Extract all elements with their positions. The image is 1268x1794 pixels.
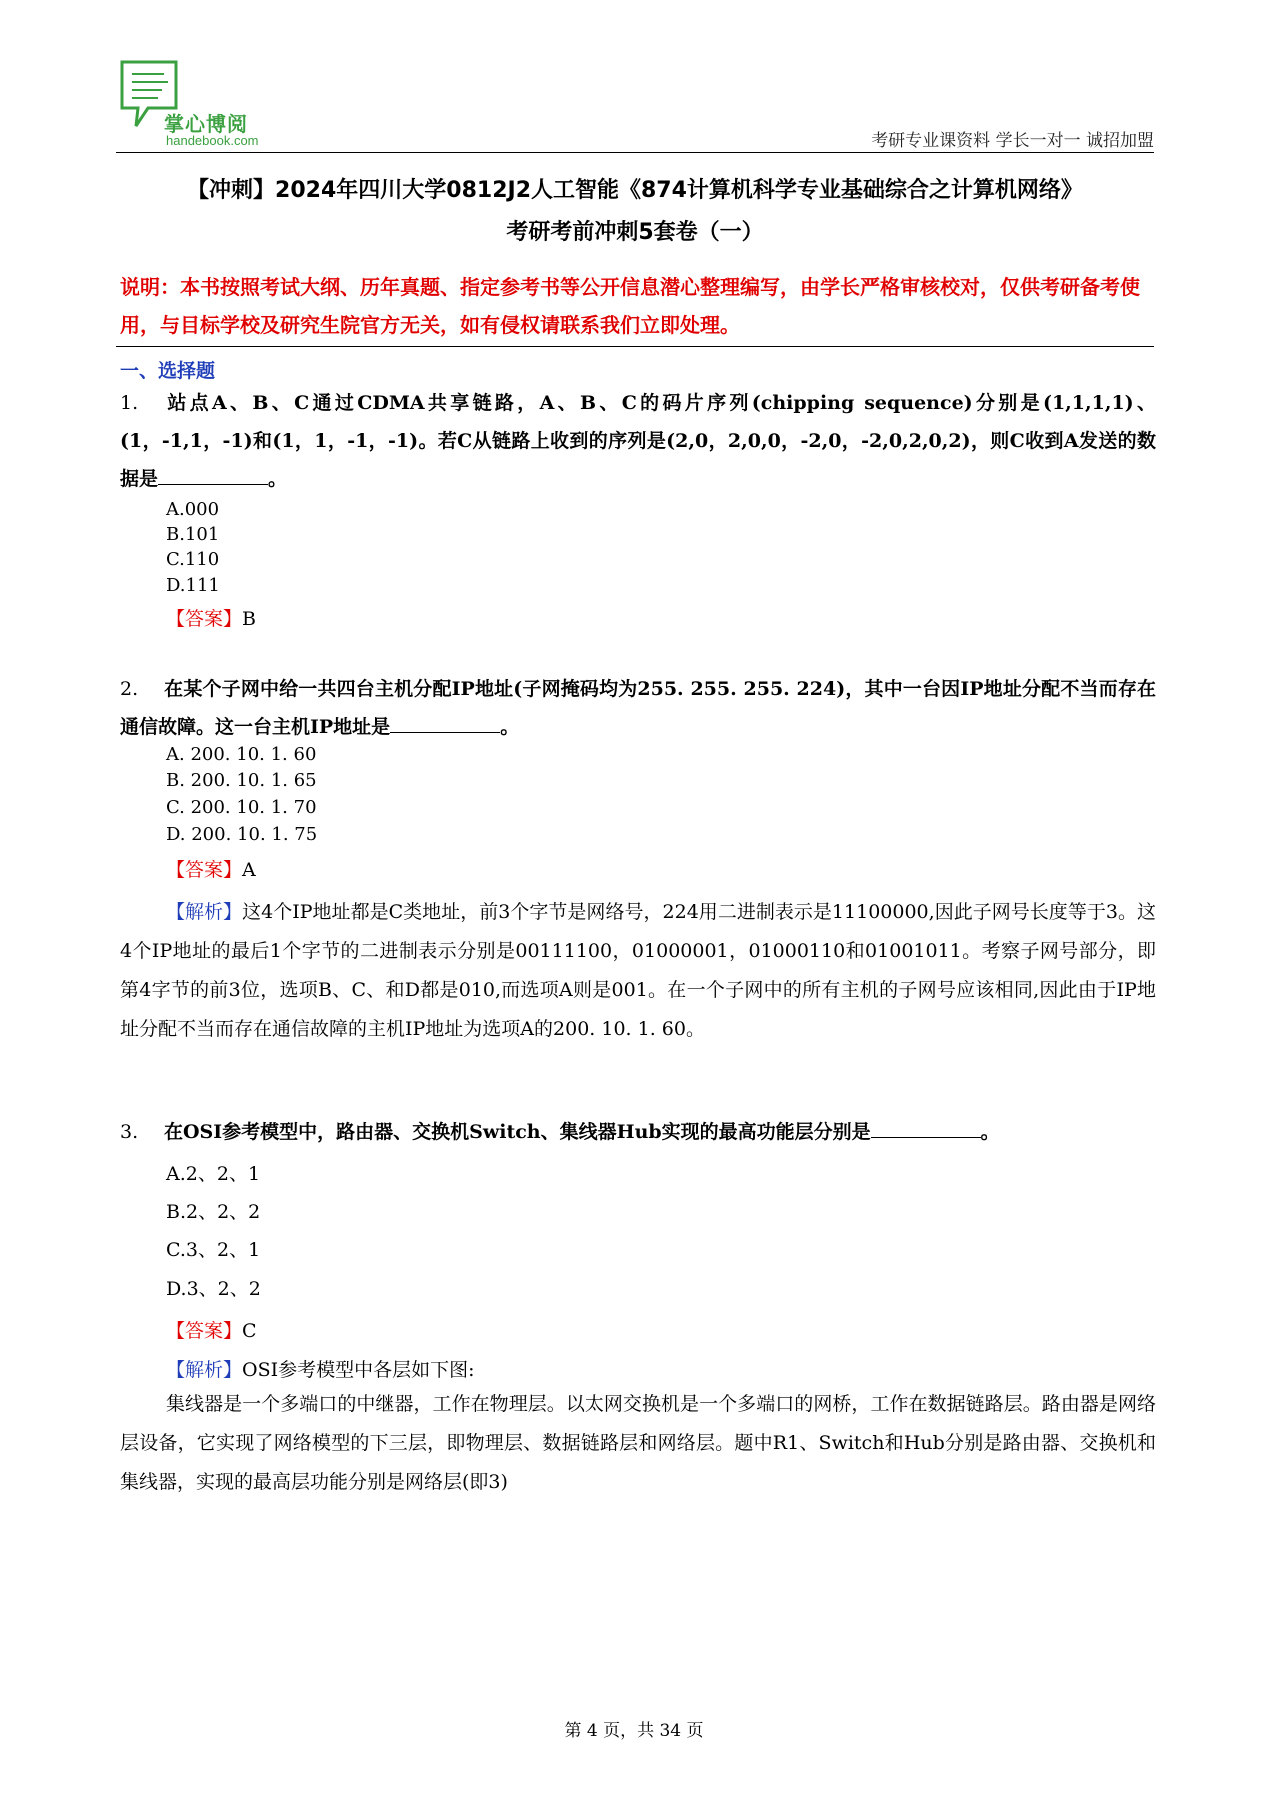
option-d: D. 200. 10. 1. 75 — [166, 824, 318, 845]
header-tagline: 考研专业课资料 学长一对一 诚招加盟 — [871, 131, 1154, 151]
logo-name: 掌心博阅 — [164, 112, 248, 136]
answer-value: A — [242, 859, 256, 881]
answer-value: B — [242, 608, 256, 630]
question-text: 在OSI参考模型中，路由器、交换机Switch、集线器Hub实现的最高功能层分别是 — [164, 1121, 871, 1143]
option-a: A.000 — [166, 499, 220, 520]
question-3 — [120, 1113, 1156, 1151]
question-number: 1. — [120, 392, 139, 414]
question-number: 3. — [120, 1121, 139, 1143]
question-end: 。 — [980, 1121, 1000, 1143]
section-heading: 一、选择题 — [120, 360, 216, 382]
answer-blank — [390, 714, 500, 733]
answer-tag: 【答案】 — [166, 608, 243, 630]
page-footer: 第 4 页，共 34 页 — [564, 1721, 704, 1741]
disclaimer-notice: 说明：本书按照考试大纲、历年真题、指定参考书等公开信息潜心整理编写，由学长严格审核校对，仅供考研备考使用，与目标学校及研究生院官方无关，如有侵权请联系我们立即处理。 — [120, 275, 1140, 337]
explanation-tag: 【解析】 — [166, 901, 243, 923]
question-text: 在某个子网中给一共四台主机分配IP地址(子网掩码均为255. 255. 255. 224)，其中一台因IP地址分配不当而存在通信故障。这一台主机IP地址是 — [120, 678, 1156, 738]
doc-title-line1: 【冲刺】2024年四川大学0812J2人工智能《874计算机科学专业基础综合之计算机网络》 — [187, 178, 1083, 203]
option-d: D.111 — [166, 575, 220, 596]
question-end: 。 — [268, 468, 288, 490]
answer-tag: 【答案】 — [166, 1320, 243, 1342]
handebook-logo — [118, 58, 268, 148]
question-number: 2. — [120, 678, 139, 700]
explanation-text: 这4个IP地址都是C类地址，前3个字节是网络号，224用二进制表示是11100000,因此子网号长度等于3。这4个IP地址的最后1个字节的二进制表示分别是00111100，01000001，01000110和01001011。考察子网号部分，即第4字节的前3位，选项B、C、和D都是010,而选项A则是001。在一个子网中的所有主机的子网号应该相同,因此由于IP地址分配不当而存在通信故障的主机IP地址为选项A的200. 10. 1. 60。 — [120, 901, 1156, 1040]
explanation-2 — [120, 893, 1156, 1049]
option-c: C.3、2、1 — [166, 1239, 261, 1261]
explanation-3 — [166, 1355, 475, 1382]
option-c: C. 200. 10. 1. 70 — [166, 797, 317, 818]
question-1 — [120, 384, 1156, 498]
question-2 — [120, 670, 1156, 746]
answer-2 — [166, 855, 256, 882]
option-b: B. 200. 10. 1. 65 — [166, 770, 317, 791]
question-text: 站点A、B、C通过CDMA共享链路，A、B、C的码片序列(chipping sequence)分别是(1,1,1,1)、(1，-1,1，-1)和(1，1，-1，-1)。若C从链路上收到的序列是(2,0，2,0,0，-2,0，-2,0,2,0,2)，则C收到A发送的数据是 — [120, 392, 1156, 490]
doc-title-line2: 考研考前冲刺5套卷（一） — [506, 220, 764, 245]
option-c: C.110 — [166, 549, 220, 570]
answer-blank — [871, 1119, 981, 1138]
answer-3 — [166, 1316, 257, 1343]
notice-divider — [116, 346, 1154, 347]
explanation-tag: 【解析】 — [166, 1359, 243, 1381]
option-b: B.101 — [166, 524, 220, 545]
option-a: A.2、2、1 — [166, 1163, 261, 1185]
option-a: A. 200. 10. 1. 60 — [166, 744, 317, 765]
answer-value: C — [242, 1320, 257, 1342]
answer-tag: 【答案】 — [166, 859, 243, 881]
option-d: D.3、2、2 — [166, 1278, 261, 1300]
header-divider — [116, 152, 1154, 153]
explanation-text: OSI参考模型中各层如下图: — [242, 1359, 475, 1381]
explanation-paragraph: 集线器是一个多端口的中继器，工作在物理层。以太网交换机是一个多端口的网桥，工作在数据链路层。路由器是网络层设备，它实现了网络模型的下三层，即物理层、数据链路层和网络层。题中R1、Switch和Hub分别是路由器、交换机和集线器，实现的最高层功能分别是网络层(即3) — [120, 1393, 1156, 1493]
option-b: B.2、2、2 — [166, 1201, 261, 1223]
answer-1 — [166, 604, 256, 631]
answer-blank — [158, 466, 268, 485]
logo-url: handebook.com — [166, 133, 259, 148]
question-end: 。 — [500, 716, 520, 738]
